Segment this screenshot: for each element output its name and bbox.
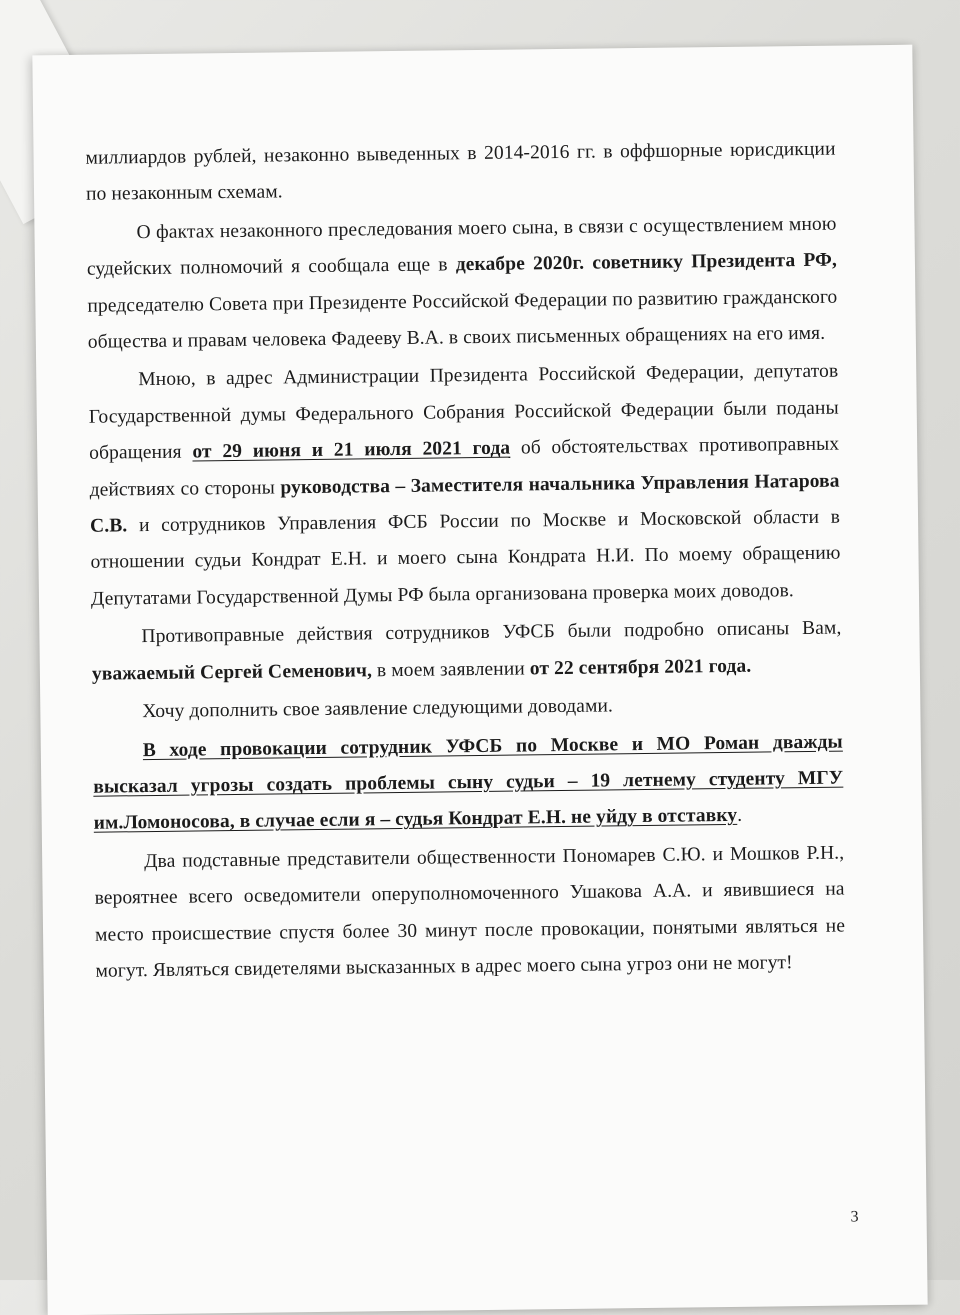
- text-segment: в моем заявлении: [371, 658, 530, 682]
- paragraph-1: [85, 132, 836, 214]
- paragraph-5: [92, 686, 842, 732]
- bold-text-segment: уважаемый Сергей Семенович,: [91, 660, 373, 685]
- paragraph-7: [94, 835, 846, 990]
- paragraph-4: [91, 611, 842, 693]
- document-body: [85, 132, 845, 990]
- text-segment: и сотрудников Управления ФСБ России по Москве и Московской области в отношении судьи Кондрат Е.Н. и моего сына Кондрата Н.И. По моему обращению Депутатами Государственной Думы РФ была организована проверка моих доводов.: [90, 506, 841, 610]
- page-number: 3: [850, 1208, 859, 1226]
- text-segment: Два подставные представители общественности Пономарев С.Ю. и Мошков Р.Н., вероятнее всего осведомители оперуполномоченного Ушакова А.А. и явившиеся на место происшествие спустя более 30 минут после провокации, понятыми являться не могут. Являться свидетелями высказанных в адрес моего сына угроз они не могут!: [94, 842, 846, 982]
- bold-text-segment: от 22 сентября 2021 года.: [529, 655, 752, 680]
- bold-text-segment: декабре 2020г. советнику Президента РФ,: [455, 249, 838, 276]
- text-segment: Мною, в адрес Администрации Президента Российской Федерации, депутатов Государственной думы Федерального Собрания Российской Федерации были поданы обращения: [88, 361, 839, 465]
- bold-text-segment: руководства – Заместителя начальника Управления Натарова С.В.: [89, 470, 840, 537]
- text-segment: Хочу дополнить свое заявление следующими доводами.: [142, 695, 614, 723]
- text-segment: .: [737, 805, 743, 827]
- document-page: [32, 45, 927, 1315]
- paragraph-6: [93, 724, 844, 842]
- paragraph-3: [88, 354, 841, 618]
- text-segment: об обстоятельствах противоправных действиях со стороны: [89, 433, 840, 501]
- paragraph-2: [86, 206, 838, 361]
- text-segment: О фактах незаконного преследования моего сына, в связи с осуществлением мною судейских полномочий я сообщала еще в: [86, 213, 837, 280]
- text-segment: председателю Совета при Президенте Российской Федерации по развитию гражданского общества и правам человека Фадееву В.А. в своих письменных обращениях на его имя.: [87, 286, 838, 353]
- text-segment: Противоправные действия сотрудников УФСБ были подробно описаны Вам,: [141, 617, 842, 648]
- bold-underlined-text-segment: В ходе провокации сотрудник УФСБ по Москве и МО Роман дважды высказал угрозы создать проблемы сыну судьи – 19 летнему студенту МГУ им.Ломоносова, в случае если я – судья Кондрат Е.Н. не уйду в отставку: [93, 731, 844, 835]
- text-segment: миллиардов рублей, незаконно выведенных в 2014-2016 гг. в оффшорные юрисдикции по незаконным схемам.: [85, 138, 836, 206]
- bold-underlined-text-segment: от 29 июня и 21 июля 2021 года: [192, 437, 511, 463]
